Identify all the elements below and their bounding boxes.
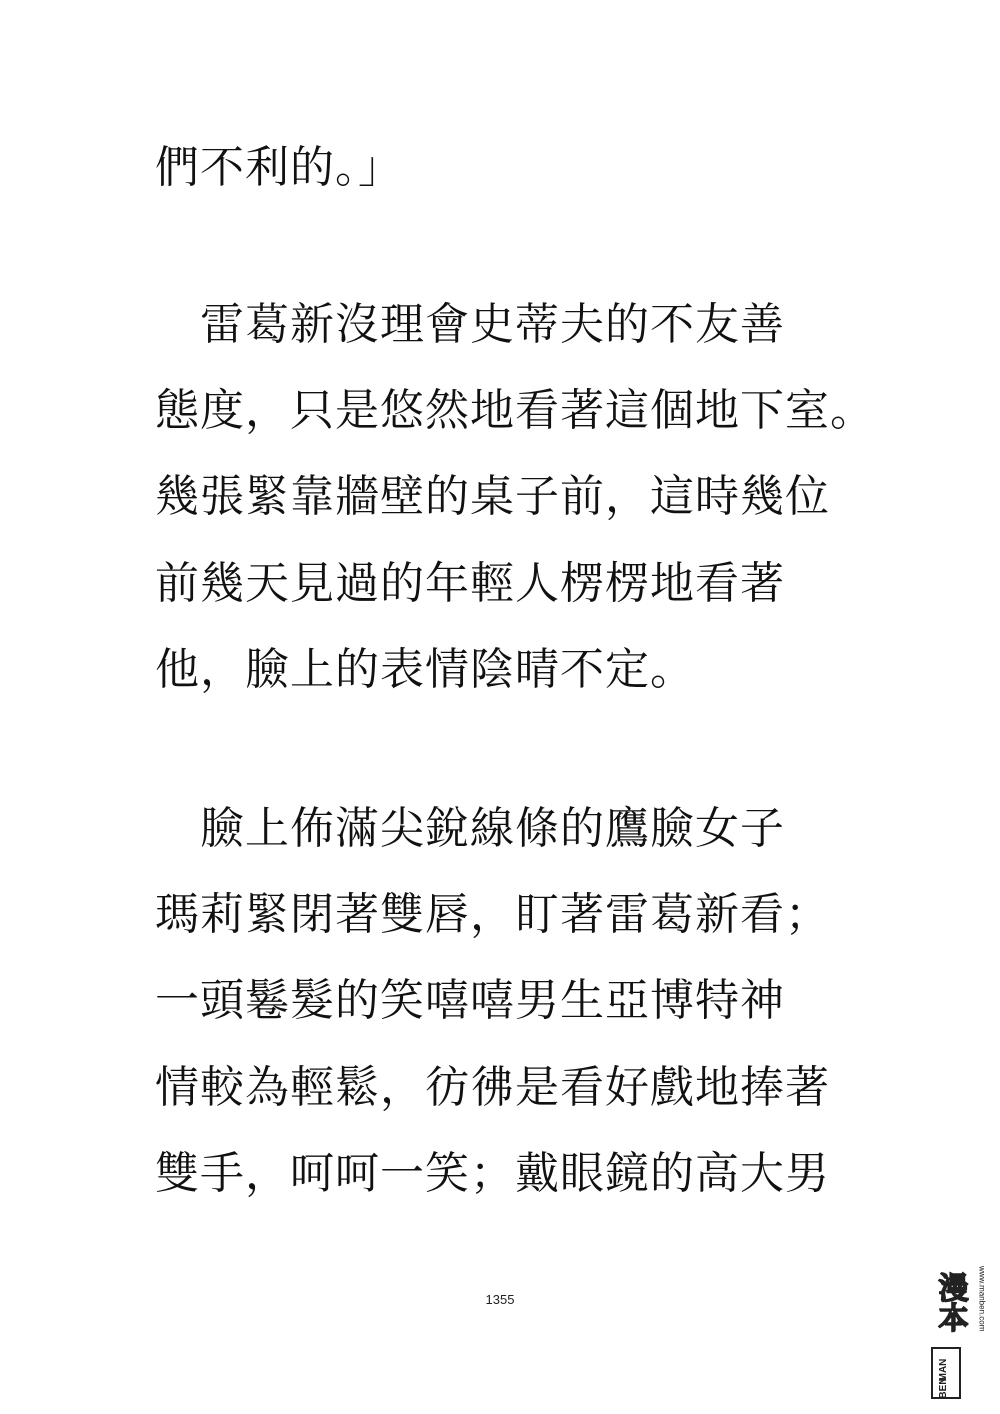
text-line-1: 們不利的。」	[155, 142, 403, 193]
text-line-4: 幾張緊靠牆壁的桌子前，這時幾位	[155, 471, 830, 522]
text-line-2: 雷葛新沒理會史蒂夫的不友善	[155, 299, 785, 350]
text-line-10: 情較為輕鬆，彷彿是看好戲地捧著	[155, 1062, 830, 1113]
text-line-9: 一頭鬈髮的笑嘻嘻男生亞博特神	[155, 975, 785, 1026]
text-line-7: 臉上佈滿尖銳線條的鷹臉女子	[155, 803, 785, 854]
text-line-8: 瑪莉緊閉著雙唇，盯著雷葛新看；	[155, 889, 830, 940]
text-line-3: 態度，只是悠然地看著這個地下室。	[155, 385, 875, 436]
watermark-brand-bottom: BEN	[938, 1377, 949, 1399]
text-line-6: 他，臉上的表情陰晴不定。	[155, 644, 695, 695]
manben-watermark-logo	[928, 1262, 990, 1402]
watermark-brand-top: MAN	[938, 1358, 949, 1382]
text-line-11: 雙手，呵呵一笑；戴眼鏡的高大男	[155, 1148, 830, 1199]
watermark-logo-text: 漫本	[932, 1272, 968, 1332]
page-number: 1355	[485, 1292, 515, 1307]
text-line-5: 前幾天見過的年輕人楞楞地看著	[155, 558, 785, 609]
watermark-url: www.manben.com	[977, 1266, 987, 1332]
